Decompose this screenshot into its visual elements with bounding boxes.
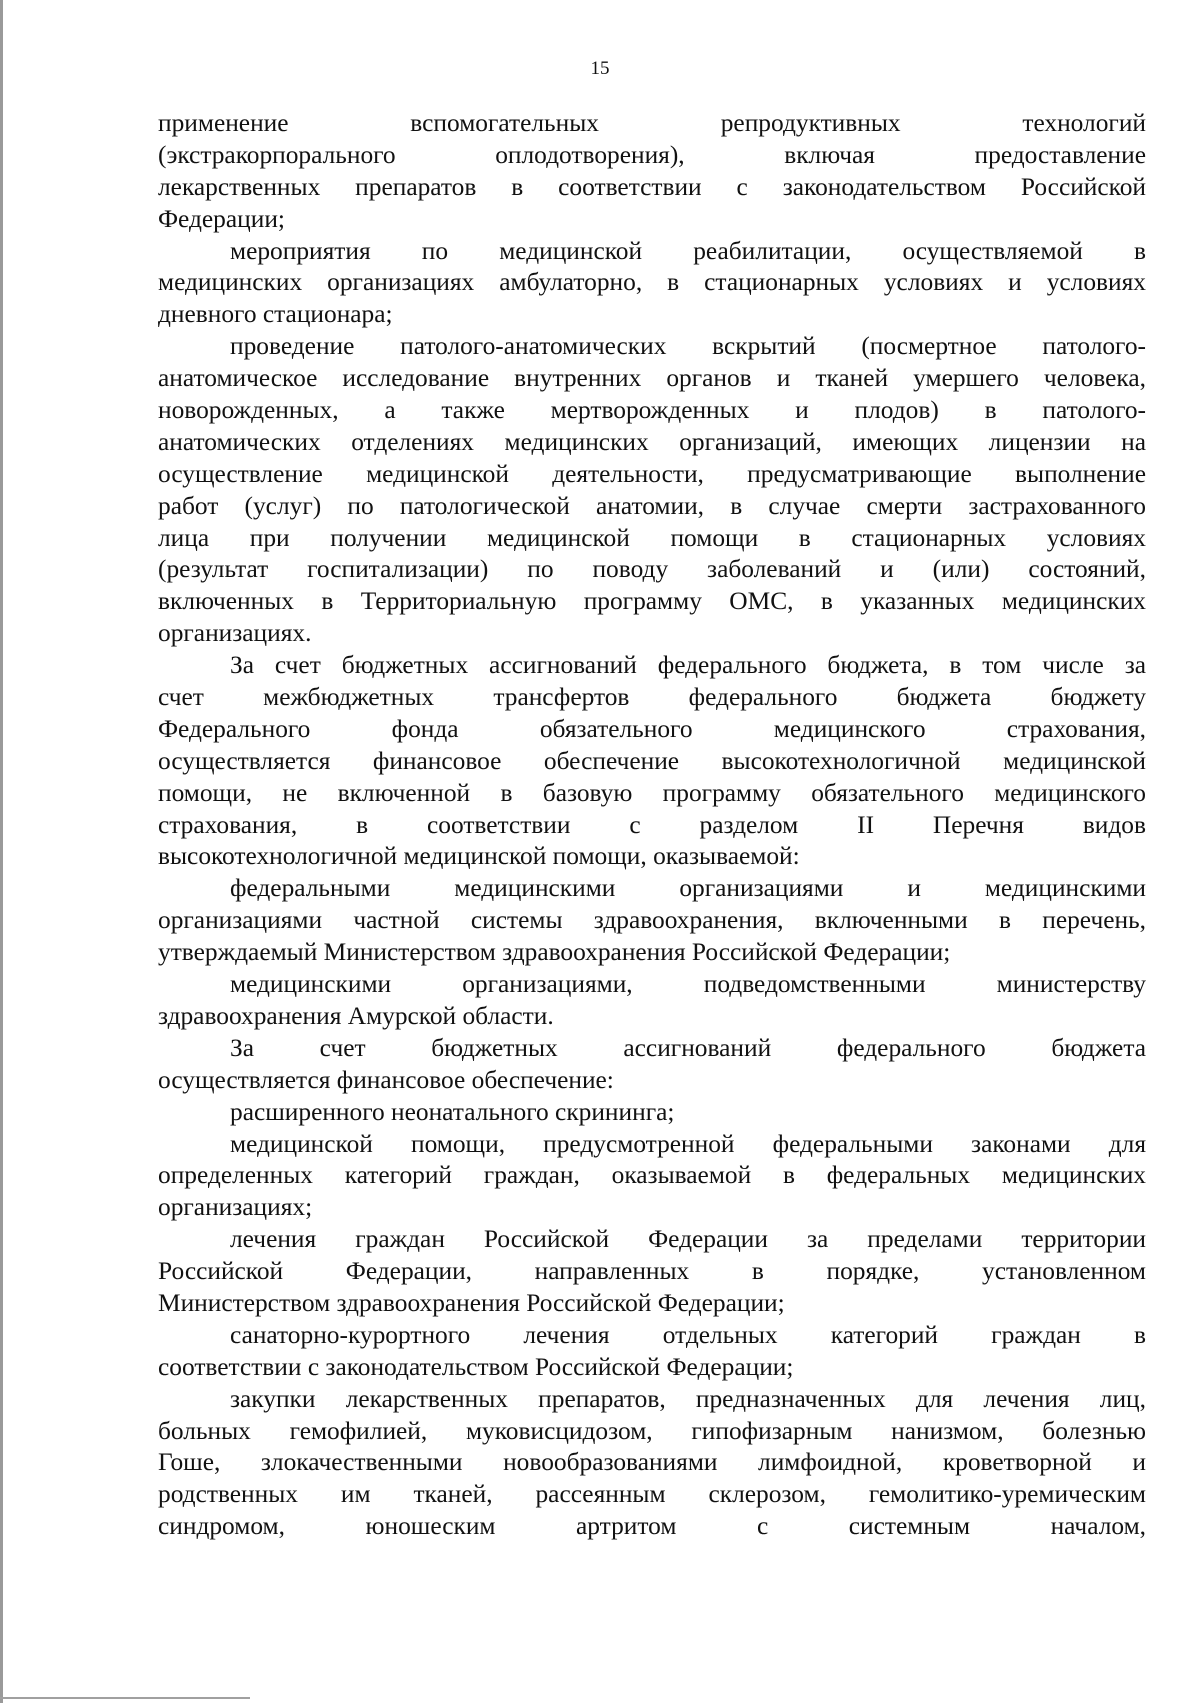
text-line: лечения граждан Российской Федерации за пределами территории bbox=[230, 1225, 1146, 1254]
text-line: новорожденных, а также мертворожденных и плодов) в патолого- bbox=[158, 396, 1146, 425]
text-line: утверждаемый Министерством здравоохранения Российской Федерации; bbox=[158, 938, 951, 967]
text-line: мероприятия по медицинской реабилитации, осуществляемой в bbox=[230, 236, 1146, 265]
text-line: Министерством здравоохранения Российской Федерации; bbox=[158, 1288, 785, 1317]
scan-edge-bottom bbox=[0, 1697, 250, 1699]
scan-edge-left bbox=[0, 0, 3, 1703]
document-body bbox=[158, 108, 1146, 1543]
text-line: медицинской помощи, предусмотренной федеральными законами для bbox=[230, 1129, 1146, 1158]
text-line: организациями частной системы здравоохранения, включенными в перечень, bbox=[158, 906, 1146, 935]
text-line: проведение патолого-анатомических вскрытий (посмертное патолого- bbox=[230, 332, 1146, 361]
text-line: санаторно-курортного лечения отдельных категорий граждан в bbox=[230, 1320, 1146, 1349]
text-line: определенных категорий граждан, оказываемой в федеральных медицинских bbox=[158, 1161, 1146, 1190]
text-line: закупки лекарственных препаратов, предназначенных для лечения лиц, bbox=[230, 1384, 1146, 1413]
text-line: осуществляется финансовое обеспечение высокотехнологичной медицинской bbox=[158, 746, 1146, 775]
text-line: организациях; bbox=[158, 1193, 313, 1222]
text-line: За счет бюджетных ассигнований федерального бюджета, в том числе за bbox=[230, 651, 1146, 680]
text-line: лекарственных препаратов в соответствии с законодательством Российской bbox=[158, 172, 1146, 201]
text-line: соответствии с законодательством Российской Федерации; bbox=[158, 1352, 794, 1381]
text-line: (экстракорпорального оплодотворения), включая предоставление bbox=[158, 140, 1146, 169]
text-line: организациях. bbox=[158, 619, 312, 648]
text-line: медицинских организациях амбулаторно, в стационарных условиях и условиях bbox=[158, 268, 1146, 297]
text-line: Российской Федерации, направленных в порядке, установленном bbox=[158, 1257, 1146, 1286]
text-line: помощи, не включенной в базовую программу обязательного медицинского bbox=[158, 778, 1146, 807]
text-line: За счет бюджетных ассигнований федерального бюджета bbox=[230, 1033, 1146, 1062]
text-line: работ (услуг) по патологической анатомии, в случае смерти застрахованного bbox=[158, 491, 1146, 520]
text-line: дневного стационара; bbox=[158, 300, 393, 329]
text-line: Гоше, злокачественными новообразованиями лимфоидной, кроветворной и bbox=[158, 1448, 1146, 1477]
text-line: расширенного неонатального скрининга; bbox=[230, 1097, 675, 1126]
text-line: лица при получении медицинской помощи в стационарных условиях bbox=[158, 523, 1146, 552]
text-line: Федерального фонда обязательного медицинского страхования, bbox=[158, 714, 1146, 743]
text-line: осуществляется финансовое обеспечение: bbox=[158, 1065, 614, 1094]
text-line: включенных в Территориальную программу ОМС, в указанных медицинских bbox=[158, 587, 1146, 616]
text-line: здравоохранения Амурской области. bbox=[158, 1001, 554, 1030]
text-line: высокотехнологичной медицинской помощи, оказываемой: bbox=[158, 842, 800, 871]
text-line: больных гемофилией, муковисцидозом, гипофизарным нанизмом, болезнью bbox=[158, 1416, 1146, 1445]
text-line: применение вспомогательных репродуктивных технологий bbox=[158, 109, 1146, 137]
text-line: осуществление медицинской деятельности, предусматривающие выполнение bbox=[158, 459, 1146, 488]
text-line: анатомических отделениях медицинских организаций, имеющих лицензии на bbox=[158, 427, 1146, 456]
text-line: Федерации; bbox=[158, 204, 285, 233]
text-line: медицинскими организациями, подведомственными министерству bbox=[230, 970, 1146, 999]
text-line: страхования, в соответствии с разделом II Перечня видов bbox=[158, 810, 1146, 839]
text-line: (результат госпитализации) по поводу заболеваний и (или) состояний, bbox=[158, 555, 1146, 584]
page-number: 15 bbox=[590, 58, 610, 79]
text-line: анатомическое исследование внутренних органов и тканей умершего человека, bbox=[158, 364, 1146, 393]
text-line: счет межбюджетных трансфертов федерального бюджета бюджету bbox=[158, 683, 1146, 712]
text-line: федеральными медицинскими организациями и медицинскими bbox=[230, 874, 1146, 903]
text-line: синдромом, юношеским артритом с системным началом, bbox=[158, 1512, 1146, 1541]
text-line: родственных им тканей, рассеянным склерозом, гемолитико-уремическим bbox=[158, 1480, 1146, 1509]
